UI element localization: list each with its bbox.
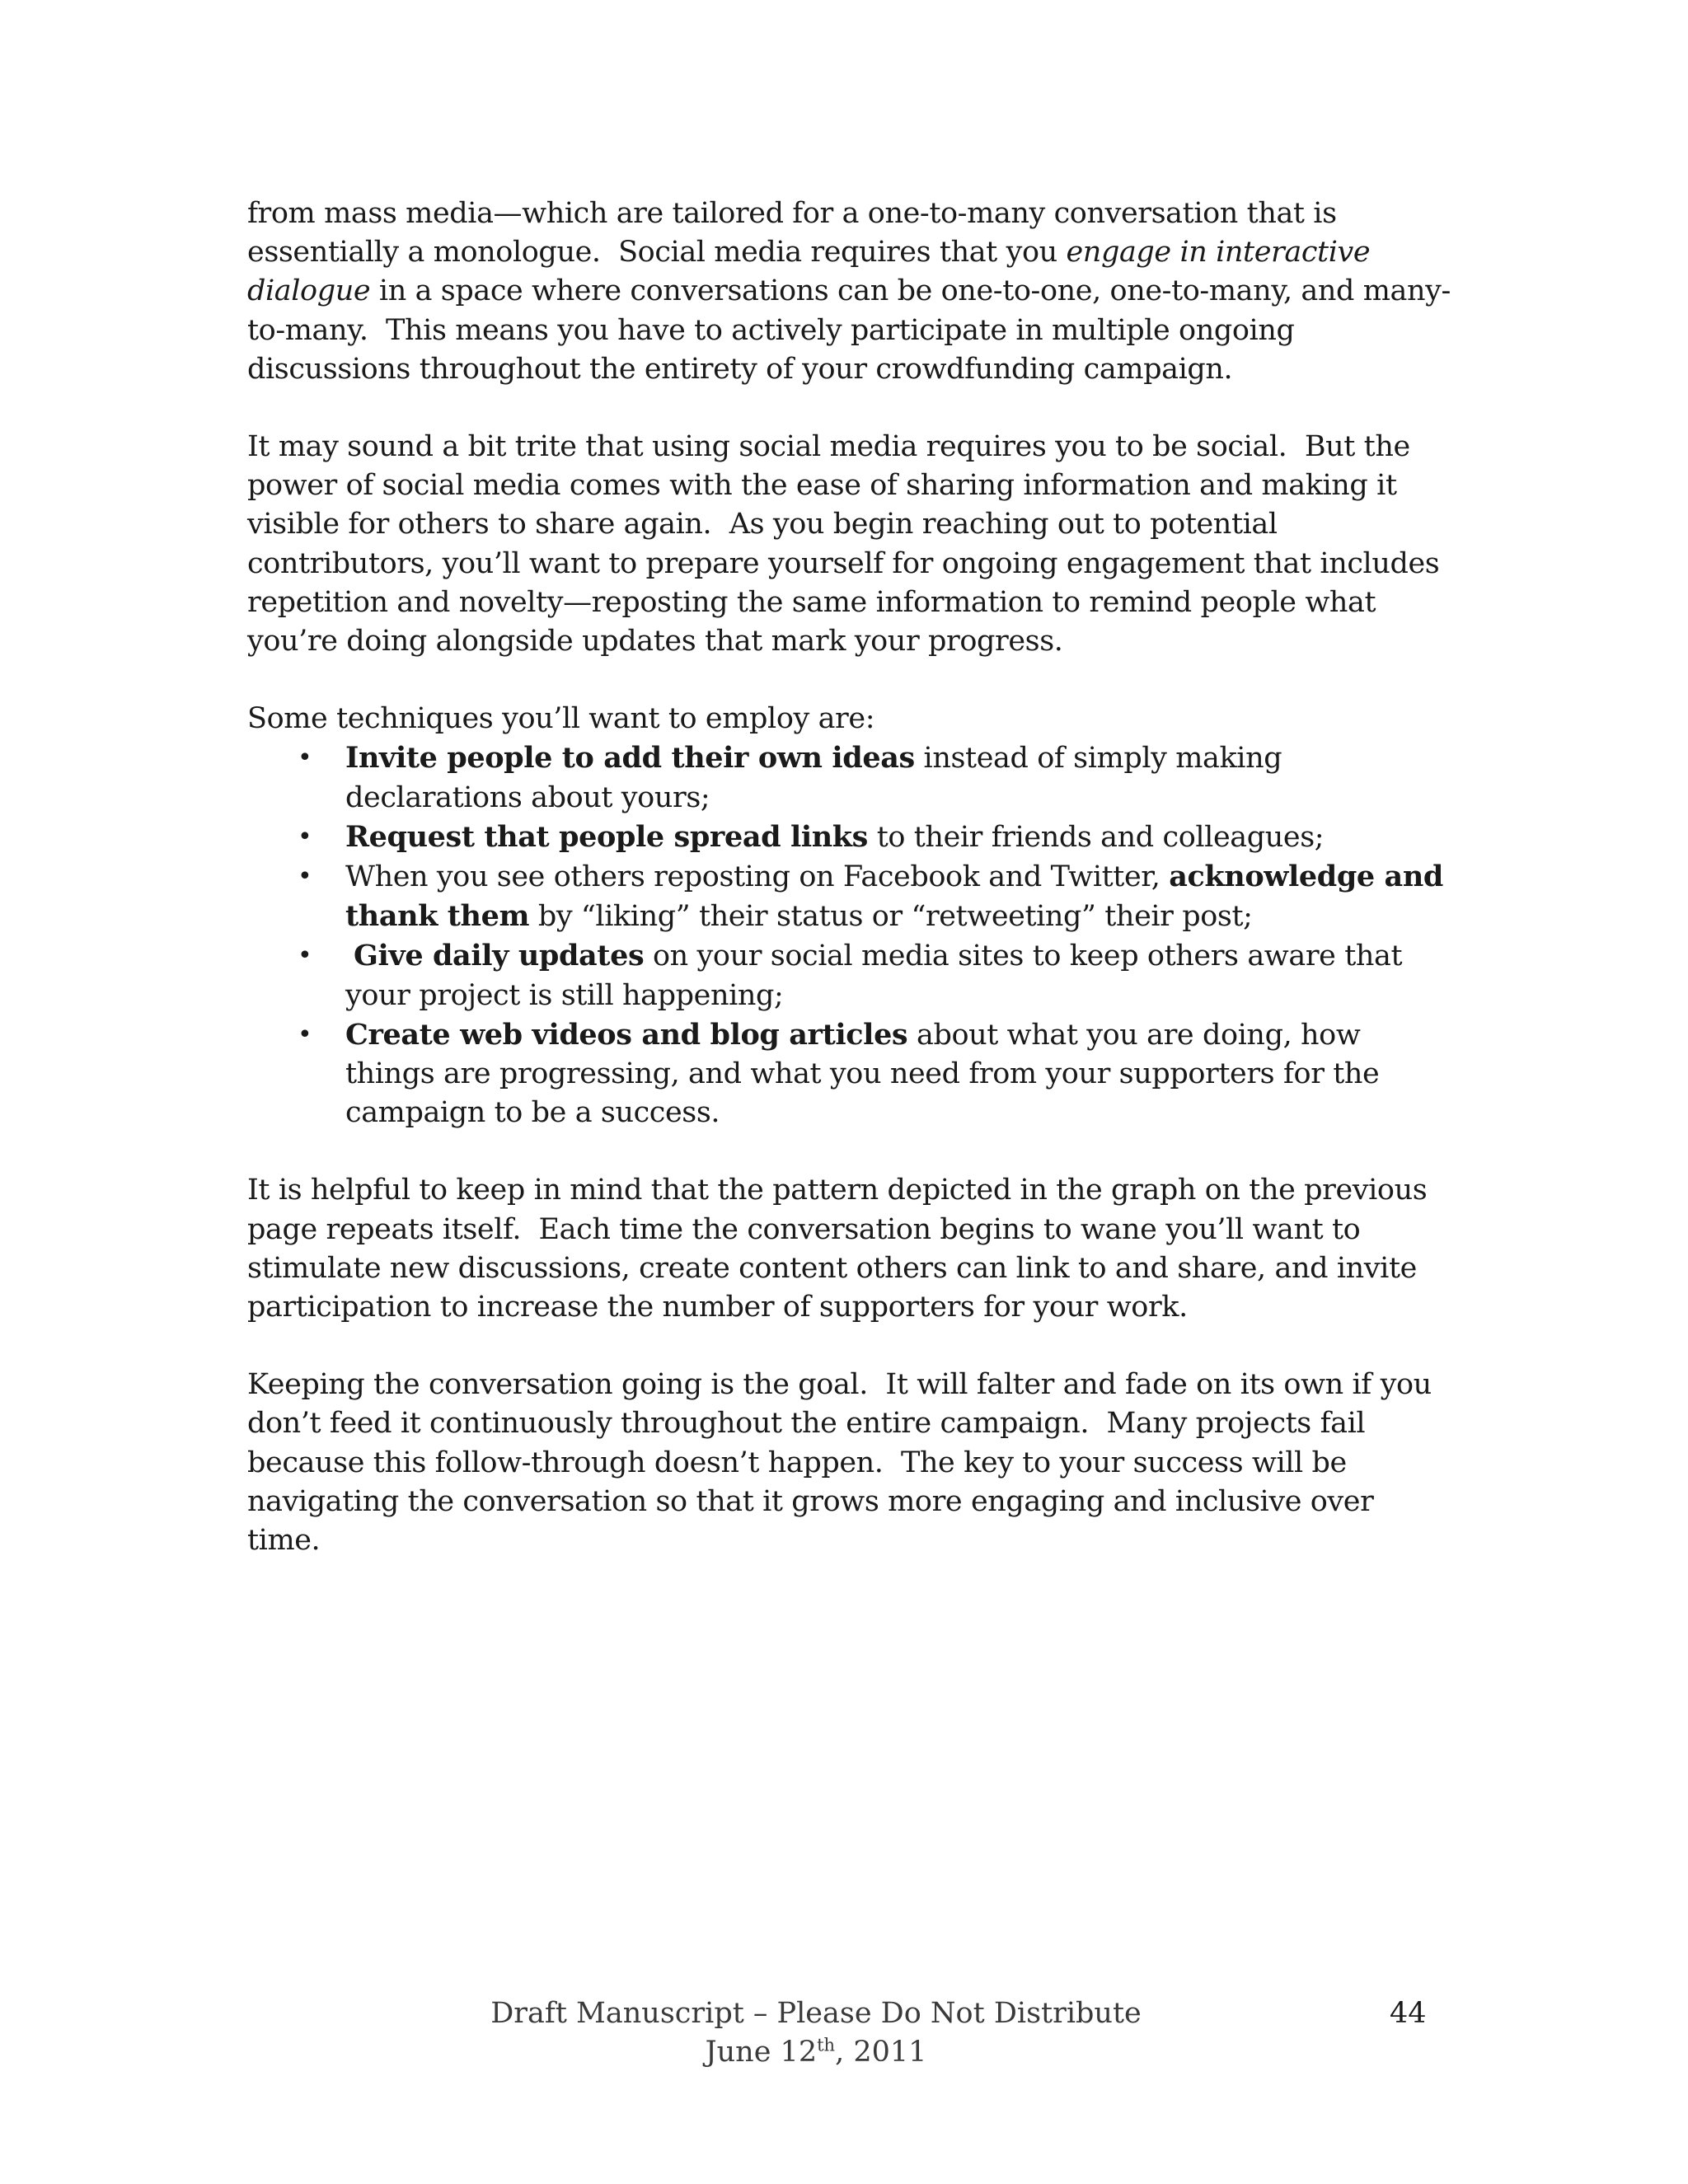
item-bold-text: Give daily updates: [354, 939, 645, 973]
list-item: [298, 818, 1451, 857]
date-ordinal: th: [817, 2035, 836, 2055]
paragraph-social-media-dialogue: [247, 194, 1451, 389]
paragraph-pattern-repeats: It is helpful to keep in mind that the pattern depicted in the graph on the previous page repeats itself. Each time the conversation begins to wane you’ll want to stimulate new discussions, create content others can link to and share, and invite participation to increase the number of supporters for your work.: [247, 1174, 1428, 1324]
bullet-icon: •: [298, 1019, 312, 1049]
footer-center: [462, 1994, 1170, 2072]
item-text: by “liking” their status or “retweeting” their post;: [529, 900, 1253, 934]
bullet-icon: •: [298, 941, 312, 971]
item-bold-text: Request that people spread links: [345, 819, 868, 854]
bullet-icon: •: [298, 743, 312, 773]
item-text: to their friends and colleagues;: [867, 820, 1325, 854]
item-text: When you see others reposting on Facebook and Twitter,: [345, 860, 1170, 894]
item-bold-text: acknowledge and thank them: [345, 860, 1443, 934]
list-item: [298, 936, 1451, 1015]
page-number: 44: [1390, 1997, 1427, 2030]
paragraph-text: in a space where conversations can be one-to-one, one-to-many, and many-to-many. This means you have to actively participate in multiple ongoing discussions throughout the entirety of your crowdfunding campaign.: [247, 274, 1451, 386]
techniques-list: [247, 738, 1451, 1132]
item-text: on your social media sites to keep others aware that your project is still happening;: [345, 940, 1403, 1012]
list-item: [298, 1015, 1451, 1133]
footer-date: [462, 2033, 1170, 2072]
bullet-icon: •: [298, 862, 312, 892]
list-intro: Some techniques you’ll want to employ are:: [247, 702, 875, 736]
date-text: June 12: [705, 2036, 818, 2069]
list-item: [298, 857, 1451, 936]
bullet-icon: •: [298, 822, 312, 851]
date-text: , 2011: [835, 2036, 927, 2069]
footer-notice: Draft Manuscript – Please Do Not Distribute: [490, 1997, 1142, 2030]
list-item: [298, 738, 1451, 817]
item-bold-text: Invite people to add their own ideas: [345, 741, 915, 776]
item-text: about what you are doing, how things are progressing, and what you need from your supporters for the campaign to be a success.: [345, 1018, 1380, 1130]
paragraph-keep-conversation: Keeping the conversation going is the goal. It will falter and fade on its own if you don’t feed it continuously throughout the entire campaign. Many projects fail because this follow-through doesn’t happen. The key to your success will be navigating the conversation so that it grows more engaging and inclusive over time.: [247, 1368, 1432, 1558]
paragraph-text: from mass media—which are tailored for a one-to-many conversation that is essentially a monologue. Social media requires that you: [247, 197, 1337, 269]
item-bold-text: Create web videos and blog articles: [345, 1017, 908, 1052]
paragraph-be-social: It may sound a bit trite that using social media requires you to be social. But the power of social media comes with the ease of sharing information and making it visible for others to share again. As you begin reaching out to potential contributors, you’ll want to prepare yourself for ongoing engagement that includes repetition and novelty—reposting the same information to remind people what you’re doing alongside updates that mark your progress.: [247, 430, 1440, 658]
emphasis-text: engage in interactive dialogue: [247, 236, 1371, 308]
item-text: instead of simply making declarations about yours;: [345, 742, 1282, 814]
body-text: [247, 194, 1451, 1599]
